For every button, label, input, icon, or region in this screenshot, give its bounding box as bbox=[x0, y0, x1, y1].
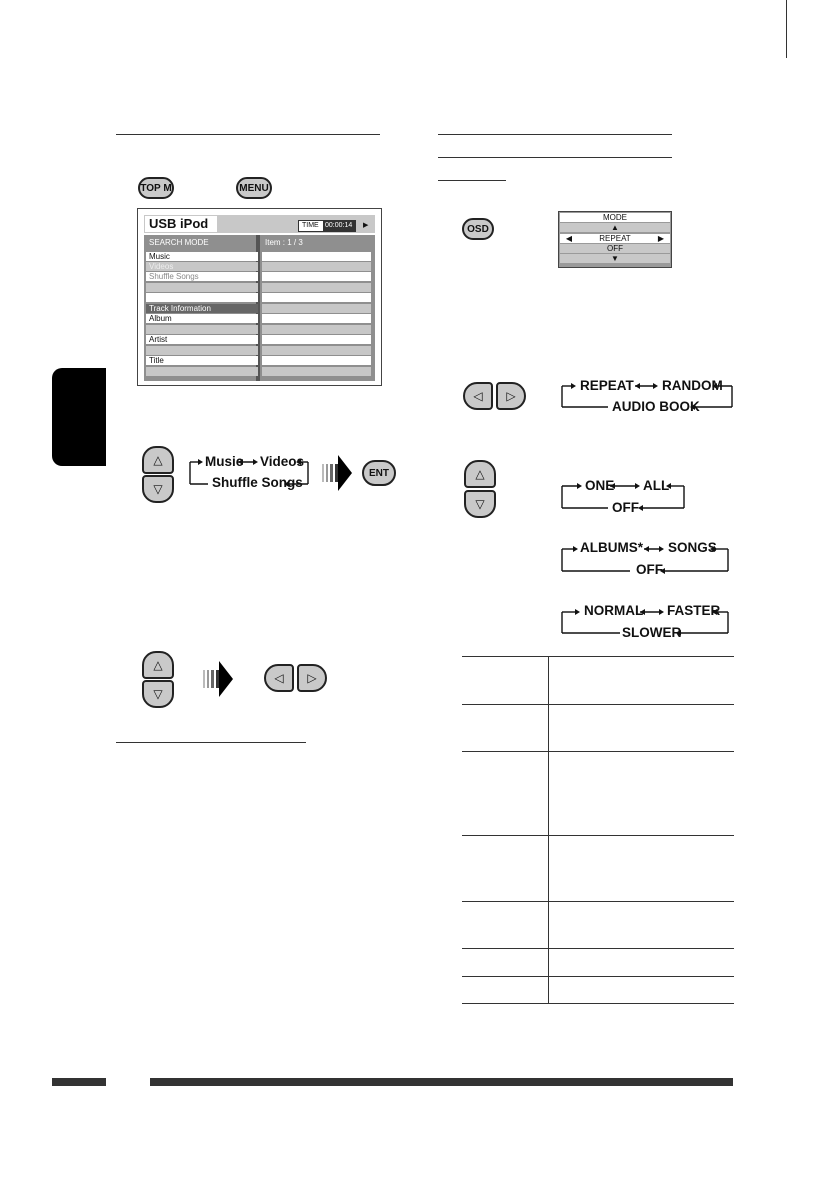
section-tab bbox=[52, 368, 106, 466]
up-button[interactable] bbox=[142, 446, 174, 474]
right-list-row bbox=[262, 367, 371, 376]
list-blank-row bbox=[146, 325, 258, 334]
repeat-cycle-off: OFF bbox=[612, 500, 639, 515]
track-field-artist: Artist bbox=[146, 335, 258, 344]
menu-button[interactable]: MENU bbox=[236, 177, 272, 199]
osd-left-icon: ◀ bbox=[565, 234, 573, 243]
list-blank-row bbox=[146, 293, 258, 302]
list-blank-row bbox=[146, 367, 258, 376]
right-arrow-icon: ▷ bbox=[307, 671, 317, 685]
search-mode-label: SEARCH MODE bbox=[149, 238, 209, 247]
right-arrow-icon: ▷ bbox=[506, 389, 516, 403]
right-heading-rule-2 bbox=[438, 157, 672, 158]
left-heading-rule-1 bbox=[116, 134, 380, 135]
up-button[interactable] bbox=[142, 651, 174, 679]
right-list-row bbox=[262, 272, 371, 281]
osd-right-icon: ▶ bbox=[657, 234, 665, 243]
table-column-divider bbox=[548, 656, 549, 1003]
audiobook-cycle-faster: FASTER bbox=[667, 603, 721, 618]
left-arrow-icon: ◁ bbox=[473, 389, 483, 403]
audiobook-cycle-slower: SLOWER bbox=[622, 625, 682, 640]
right-list-row bbox=[262, 293, 371, 302]
table-rule bbox=[462, 1003, 734, 1004]
menu-item-shuffle-songs[interactable]: Shuffle Songs bbox=[146, 272, 258, 281]
right-list-row bbox=[262, 314, 371, 323]
search-cycle-music: Music bbox=[205, 454, 244, 469]
random-cycle-albums: ALBUMS* bbox=[580, 540, 643, 555]
ipod-menu-screen bbox=[137, 208, 382, 386]
random-cycle-songs: SONGS bbox=[668, 540, 717, 555]
random-cycle-off: OFF bbox=[636, 562, 663, 577]
left-heading-rule-2 bbox=[116, 742, 306, 743]
table-rule bbox=[462, 976, 734, 977]
menu-item-videos[interactable]: Videos bbox=[146, 262, 258, 271]
repeat-cycle-all: ALL bbox=[643, 478, 670, 493]
right-button[interactable] bbox=[297, 664, 327, 692]
osd-button[interactable]: OSD bbox=[462, 218, 494, 240]
right-list-row bbox=[262, 346, 371, 355]
right-list-row bbox=[262, 325, 371, 334]
track-info-label: Track Information bbox=[146, 304, 258, 313]
table-rule bbox=[462, 704, 734, 705]
up-arrow-icon: △ bbox=[153, 658, 163, 672]
search-cycle-videos: Videos bbox=[260, 454, 305, 469]
mode-cycle-random: RANDOM bbox=[662, 378, 723, 393]
osd-mode-label: MODE bbox=[560, 213, 670, 222]
down-button[interactable] bbox=[142, 475, 174, 503]
down-button[interactable] bbox=[142, 680, 174, 708]
up-button[interactable] bbox=[464, 460, 496, 488]
up-arrow-icon: △ bbox=[153, 453, 163, 467]
osd-repeat-value[interactable]: REPEAT bbox=[560, 234, 670, 243]
time-value: 00:00:14 bbox=[325, 222, 353, 229]
left-arrow-icon: ◁ bbox=[274, 671, 284, 685]
mode-cycle-audiobook: AUDIO BOOK bbox=[612, 399, 700, 414]
top-menu-button[interactable]: TOP M bbox=[138, 177, 174, 199]
table-rule bbox=[462, 751, 734, 752]
down-arrow-icon: ▽ bbox=[475, 497, 485, 511]
enter-button[interactable]: ENT bbox=[362, 460, 396, 486]
right-list-row bbox=[262, 262, 371, 271]
footer-rule-bar bbox=[150, 1078, 733, 1086]
table-rule bbox=[462, 835, 734, 836]
track-field-title: Title bbox=[146, 356, 258, 365]
down-button[interactable] bbox=[464, 490, 496, 518]
left-button[interactable] bbox=[463, 382, 493, 410]
up-arrow-icon: △ bbox=[475, 467, 485, 481]
osd-up-icon: ▲ bbox=[560, 223, 670, 232]
right-list-row bbox=[262, 356, 371, 365]
osd-menu bbox=[558, 211, 672, 268]
play-icon: ▶ bbox=[363, 221, 369, 229]
right-button[interactable] bbox=[496, 382, 526, 410]
screen-title: USB iPod bbox=[149, 216, 209, 231]
item-counter: Item : 1 / 3 bbox=[265, 238, 303, 247]
right-list-row bbox=[262, 335, 371, 344]
list-blank-row bbox=[146, 346, 258, 355]
footer-page-bar bbox=[52, 1078, 106, 1086]
repeat-cycle-one: ONE bbox=[585, 478, 615, 493]
next-step-arrow-icon bbox=[322, 455, 352, 491]
right-list-row bbox=[262, 252, 371, 261]
search-cycle-shuffle: Shuffle Songs bbox=[212, 475, 303, 490]
down-arrow-icon: ▽ bbox=[153, 482, 163, 496]
next-step-arrow-icon bbox=[203, 661, 233, 697]
right-list-row bbox=[262, 304, 371, 313]
left-button[interactable] bbox=[264, 664, 294, 692]
down-arrow-icon: ▽ bbox=[153, 687, 163, 701]
page-edge-line bbox=[786, 0, 787, 58]
track-field-album: Album bbox=[146, 314, 258, 323]
right-heading-rule-1 bbox=[438, 134, 672, 135]
mode-cycle-repeat: REPEAT bbox=[580, 378, 634, 393]
list-blank-row bbox=[146, 283, 258, 292]
right-heading-rule-3 bbox=[438, 180, 506, 181]
audiobook-cycle-normal: NORMAL bbox=[584, 603, 644, 618]
table-rule bbox=[462, 656, 734, 657]
right-list-row bbox=[262, 283, 371, 292]
time-label: TIME bbox=[302, 222, 319, 229]
table-rule bbox=[462, 901, 734, 902]
osd-down-icon: ▼ bbox=[560, 254, 670, 263]
table-rule bbox=[462, 948, 734, 949]
menu-item-music[interactable]: Music bbox=[146, 252, 258, 261]
osd-off-value: OFF bbox=[560, 244, 670, 253]
